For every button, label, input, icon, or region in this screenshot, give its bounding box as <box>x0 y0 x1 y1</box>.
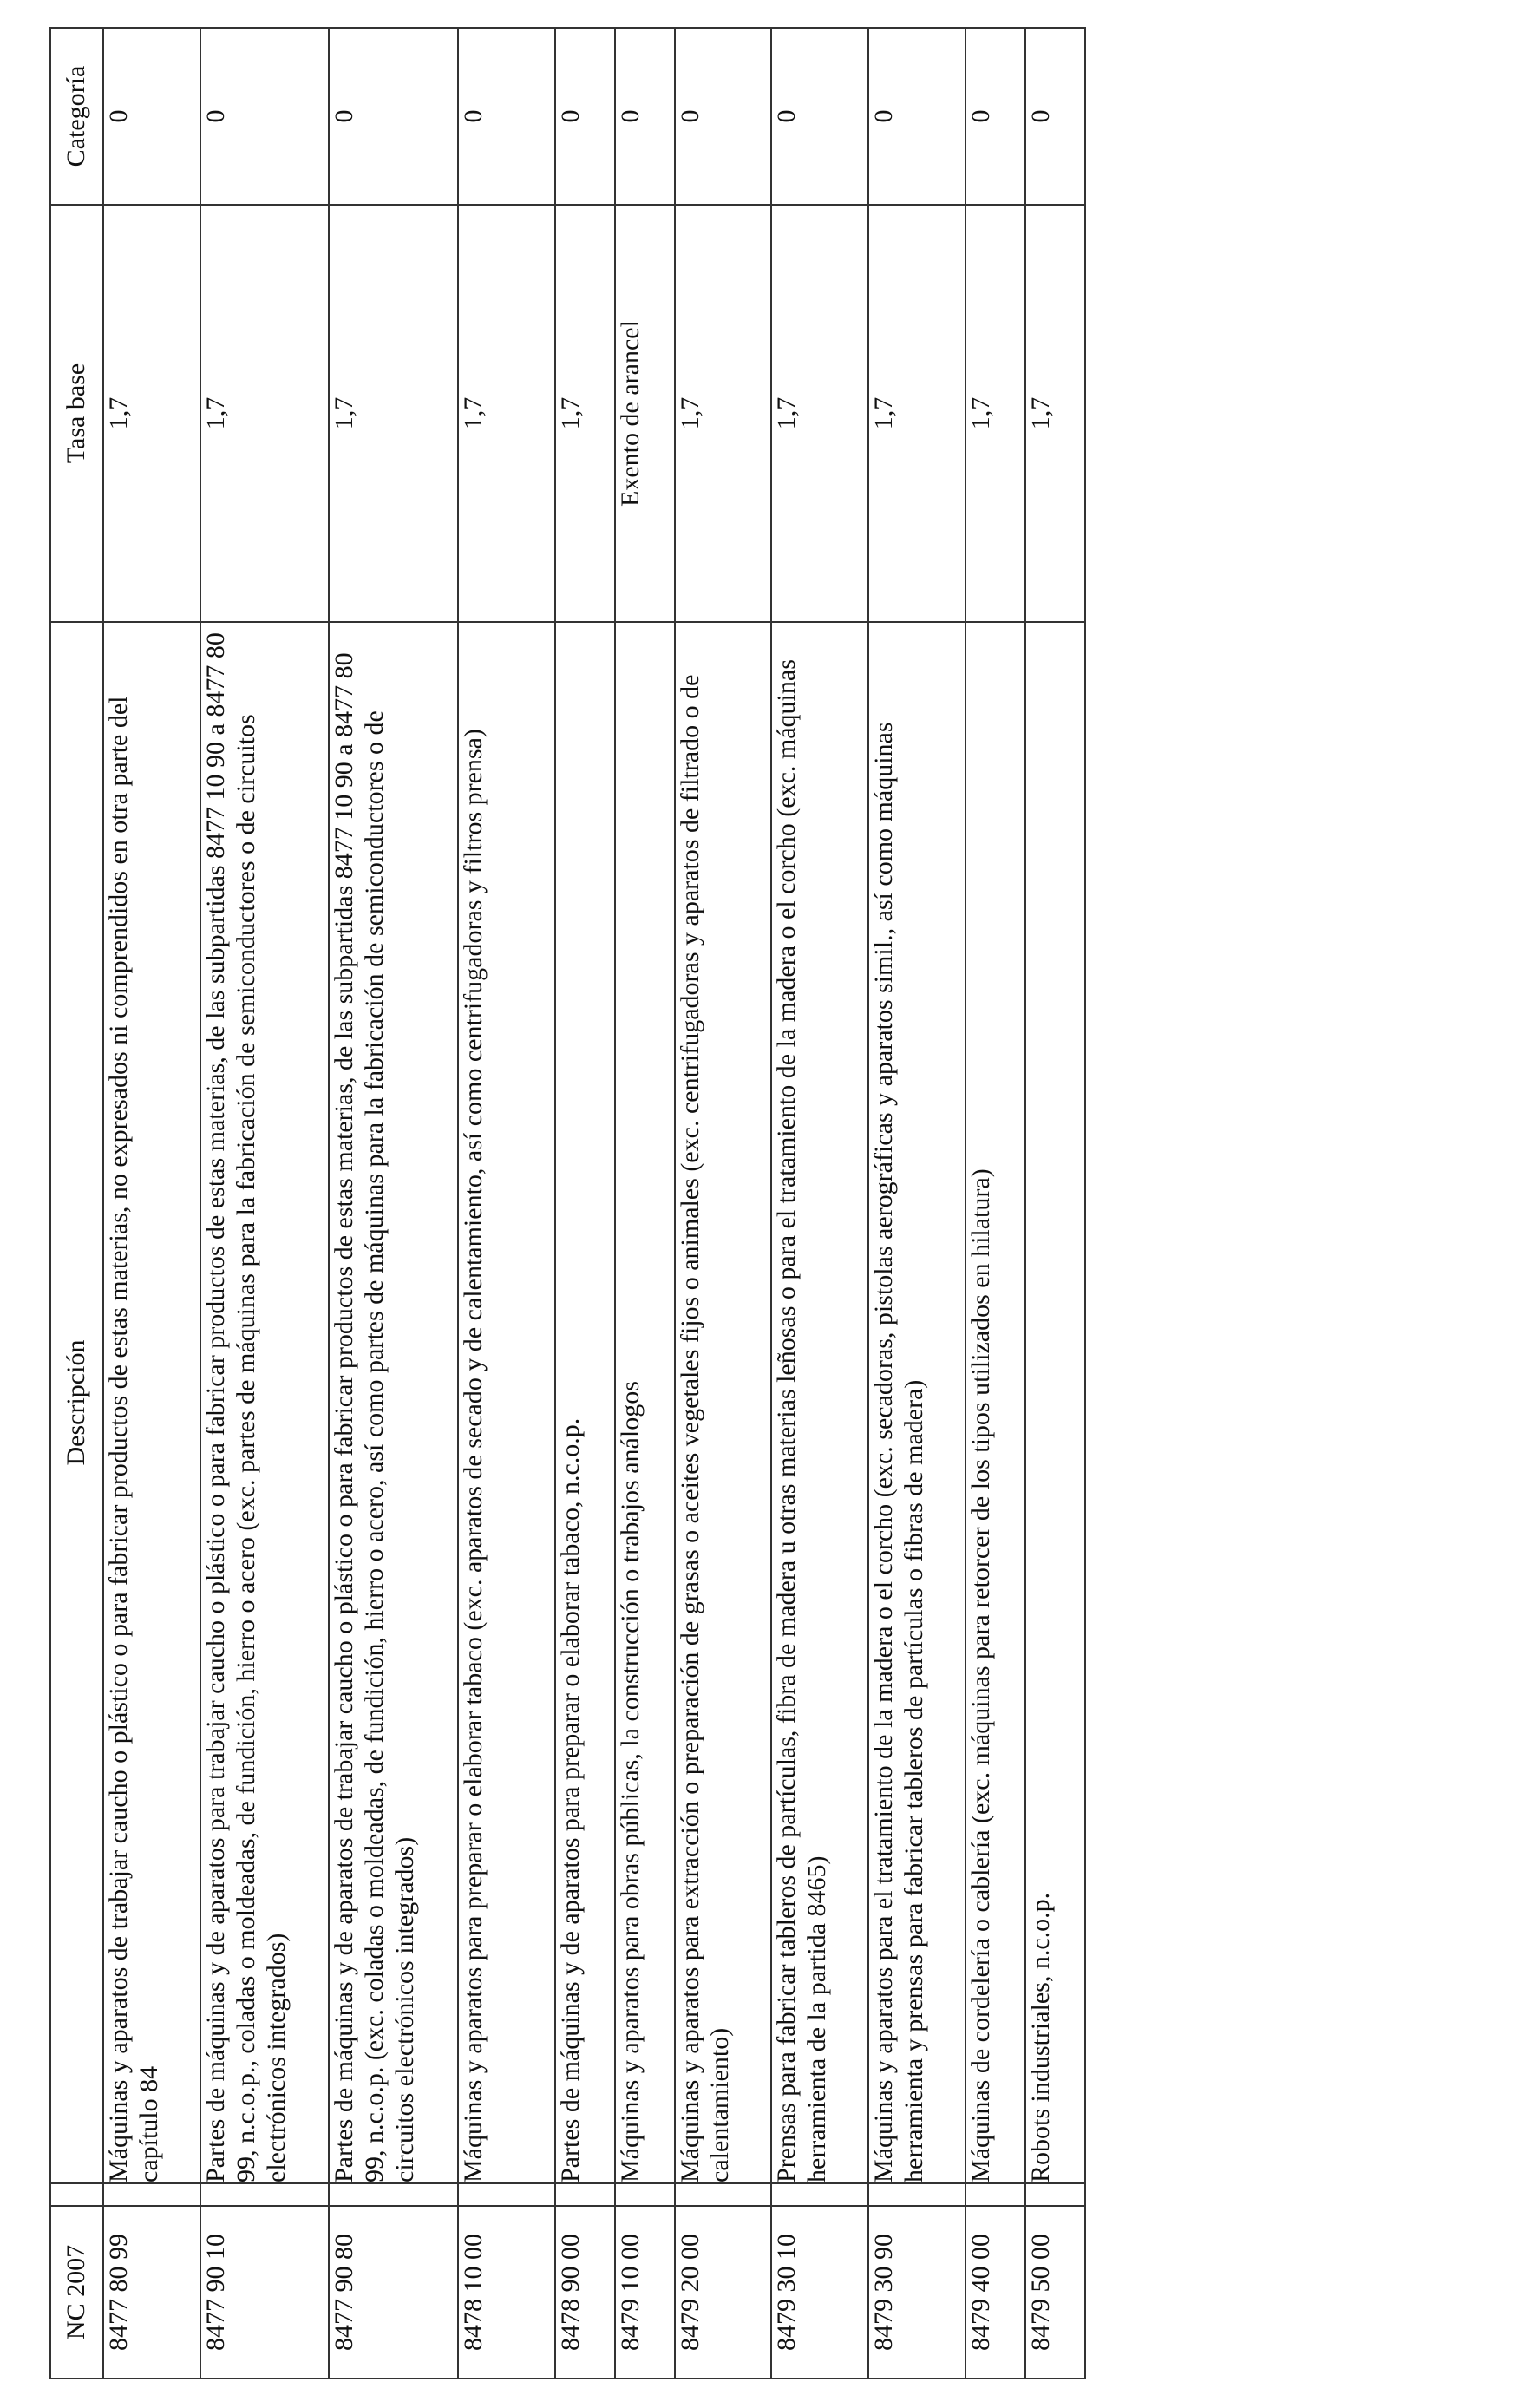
header-category: Categoría <box>50 28 103 205</box>
category-cell: 0 <box>675 28 772 205</box>
description-cell: Partes de máquinas y de aparatos para preparar o elaborar tabaco, n.c.o.p. <box>555 622 615 2183</box>
spacer-cell <box>965 2183 1025 2206</box>
nc-code: 8479 30 90 <box>868 2206 965 2379</box>
base-rate-cell: Exento de arancel <box>615 205 675 622</box>
spacer-cell <box>200 2183 329 2206</box>
nc-code: 8479 40 00 <box>965 2206 1025 2379</box>
description-cell: Robots industriales, n.c.o.p. <box>1025 622 1085 2183</box>
nc-code: 8479 50 00 <box>1025 2206 1085 2379</box>
category-cell: 0 <box>200 28 329 205</box>
spacer-cell <box>771 2183 868 2206</box>
base-rate-cell: 1,7 <box>329 205 457 622</box>
description-cell: Máquinas de cordelería o cablería (exc. máquinas para retorcer de los tipos utilizados en hilatura) <box>965 622 1025 2183</box>
table-row <box>200 28 329 2379</box>
description-cell: Máquinas y aparatos de trabajar caucho o plástico o para fabricar productos de estas materias, no expresados ni comprendidos en otra parte del capítulo 84 <box>103 622 200 2183</box>
header-description: Descripción <box>50 622 103 2183</box>
table-row <box>675 28 772 2379</box>
nc-code: 8478 90 00 <box>555 2206 615 2379</box>
header-nc: NC 2007 <box>50 2206 103 2379</box>
description-cell: Partes de máquinas y de aparatos para trabajar caucho o plástico o para fabricar productos de estas materias, de las subpartidas 8477 10 90 a 8477 80 99, n.c.o.p., coladas o moldeadas, de fundición, hierro o acero (exc. partes de máquinas para la fabricación de semiconductores o de circuitos electrónicos integrados) <box>200 622 329 2183</box>
spacer-cell <box>555 2183 615 2206</box>
table-row <box>458 28 555 2379</box>
category-cell: 0 <box>868 28 965 205</box>
base-rate-cell: 1,7 <box>965 205 1025 622</box>
spacer-cell <box>1025 2183 1085 2206</box>
base-rate-cell: 1,7 <box>675 205 772 622</box>
category-cell: 0 <box>771 28 868 205</box>
table-header-row <box>50 28 103 2379</box>
rotated-page-content <box>49 29 1086 2379</box>
spacer-cell <box>458 2183 555 2206</box>
spacer-cell <box>868 2183 965 2206</box>
table-row <box>771 28 868 2379</box>
category-cell: 0 <box>615 28 675 205</box>
description-cell: Máquinas y aparatos para preparar o elaborar tabaco (exc. aparatos de secado y de calentamiento, así como centrifugadoras y filtros prensa) <box>458 622 555 2183</box>
spacer-cell <box>615 2183 675 2206</box>
spacer-cell <box>103 2183 200 2206</box>
base-rate-cell: 1,7 <box>200 205 329 622</box>
nc-code: 8478 10 00 <box>458 2206 555 2379</box>
base-rate-cell: 1,7 <box>458 205 555 622</box>
header-rate: Tasa base <box>50 205 103 622</box>
category-cell: 0 <box>103 28 200 205</box>
table-row <box>615 28 675 2379</box>
table-row <box>965 28 1025 2379</box>
nc-code: 8477 90 80 <box>329 2206 457 2379</box>
tariff-table <box>49 27 1086 2379</box>
category-cell: 0 <box>555 28 615 205</box>
table-row <box>555 28 615 2379</box>
base-rate-cell: 1,7 <box>1025 205 1085 622</box>
category-cell: 0 <box>1025 28 1085 205</box>
base-rate-cell: 1,7 <box>771 205 868 622</box>
spacer-cell <box>675 2183 772 2206</box>
nc-code: 8479 30 10 <box>771 2206 868 2379</box>
category-cell: 0 <box>329 28 457 205</box>
category-cell: 0 <box>458 28 555 205</box>
description-cell: Máquinas y aparatos para obras públicas, la construcción o trabajos análogos <box>615 622 675 2183</box>
spacer-cell <box>329 2183 457 2206</box>
header-spacer <box>50 2183 103 2206</box>
table-row <box>103 28 200 2379</box>
nc-code: 8479 10 00 <box>615 2206 675 2379</box>
description-cell: Máquinas y aparatos para extracción o preparación de grasas o aceites vegetales fijos o animales (exc. centrifugadoras y aparatos de filtrado o de calentamiento) <box>675 622 772 2183</box>
table-row <box>329 28 457 2379</box>
table-row <box>1025 28 1085 2379</box>
description-cell: Prensas para fabricar tableros de partículas, fibra de madera u otras materias leñosas o para el tratamiento de la madera o el corcho (exc. máquinas herramienta de la partida 8465) <box>771 622 868 2183</box>
category-cell: 0 <box>965 28 1025 205</box>
table-row <box>868 28 965 2379</box>
nc-code: 8477 80 99 <box>103 2206 200 2379</box>
base-rate-cell: 1,7 <box>103 205 200 622</box>
base-rate-cell: 1,7 <box>868 205 965 622</box>
description-cell: Máquinas y aparatos para el tratamiento de la madera o el corcho (exc. secadoras, pistolas aerográficas y aparatos simil., así como máquinas herramienta y prensas para fabricar tableros de partículas o fibras de madera) <box>868 622 965 2183</box>
nc-code: 8479 20 00 <box>675 2206 772 2379</box>
description-cell: Partes de máquinas y de aparatos de trabajar caucho o plástico o para fabricar productos de estas materias, de las subpartidas 8477 10 90 a 8477 80 99, n.c.o.p. (exc. coladas o moldeadas, de fundición, hierro o acero, así como partes de máquinas para la fabricación de semiconductores o de circuitos electrónicos integrados) <box>329 622 457 2183</box>
base-rate-cell: 1,7 <box>555 205 615 622</box>
nc-code: 8477 90 10 <box>200 2206 329 2379</box>
